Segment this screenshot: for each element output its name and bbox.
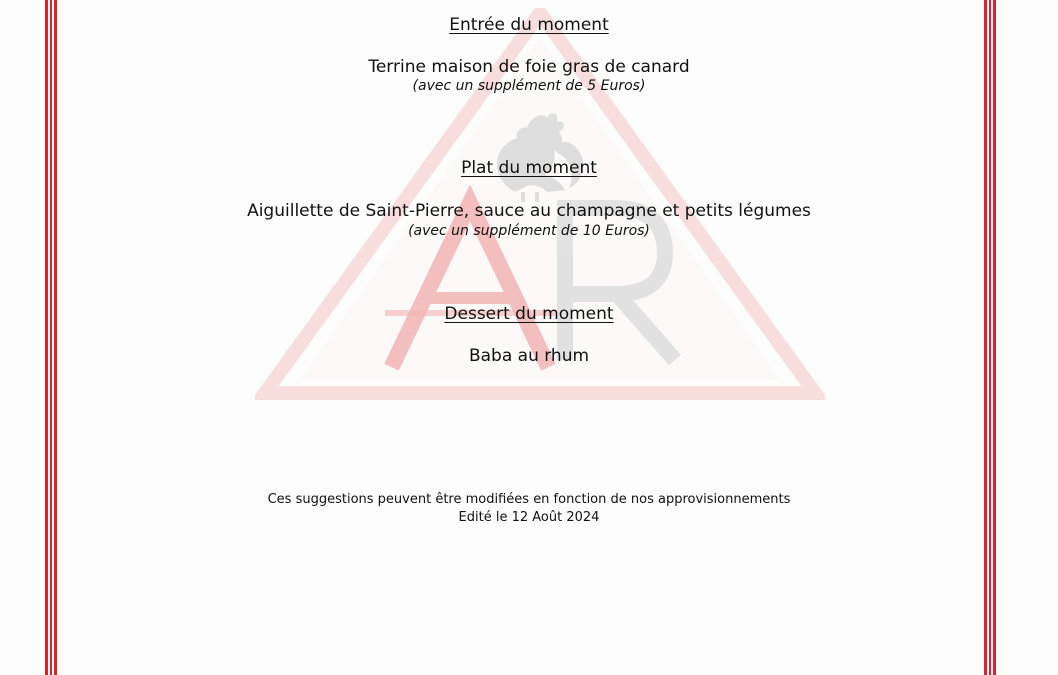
plat-dish: Aiguillette de Saint-Pierre, sauce au champagne et petits légumes	[247, 201, 811, 221]
footer-disclaimer: Ces suggestions peuvent être modifiées en fonction de nos approvisionnements	[267, 492, 791, 507]
entree-dish: Terrine maison de foie gras de canard	[368, 57, 690, 77]
plat-heading: Plat du moment	[461, 158, 597, 178]
entree-note: (avec un supplément de 5 Euros)	[412, 78, 646, 94]
dessert-dish: Baba au rhum	[468, 346, 590, 366]
footer-edited-date: Edité le 12 Août 2024	[458, 510, 600, 525]
dessert-heading: Dessert du moment	[444, 304, 614, 324]
entree-heading: Entrée du moment	[449, 15, 609, 35]
plat-note: (avec un supplément de 10 Euros)	[408, 223, 650, 239]
